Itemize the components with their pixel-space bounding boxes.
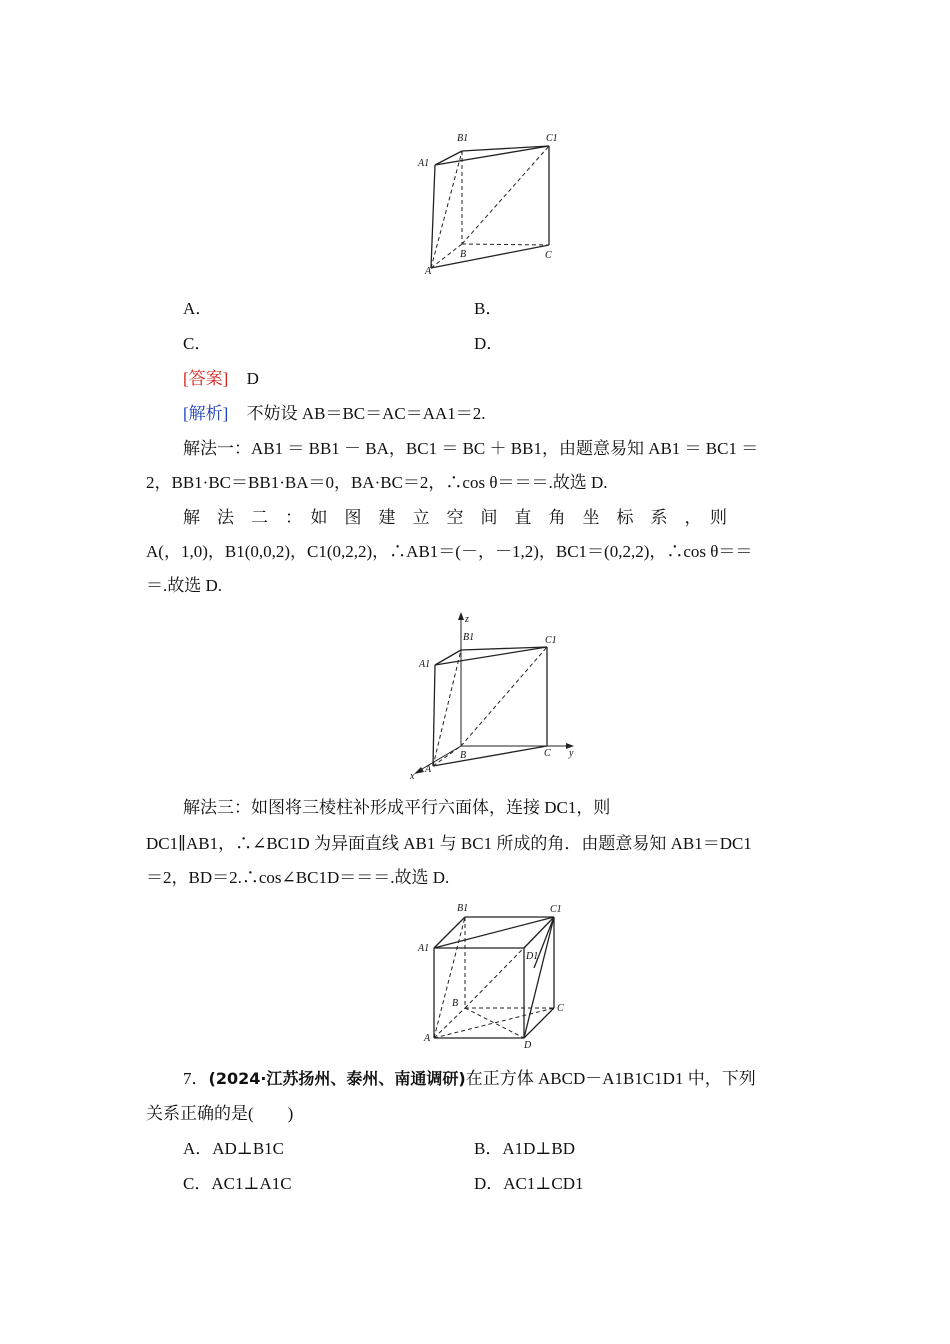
label-D: D bbox=[524, 1040, 532, 1050]
q6-option-c: C． bbox=[183, 334, 212, 353]
q7-option-d: D．AC1⊥CD1 bbox=[474, 1174, 584, 1193]
label-C1: C1 bbox=[550, 904, 562, 915]
answer-tag: [答案] bbox=[183, 369, 229, 388]
label-D1: D1 bbox=[526, 951, 539, 962]
analysis-intro: 不妨设 AB＝BC＝AC＝AA1＝2. bbox=[246, 404, 486, 423]
figure-prism bbox=[415, 128, 565, 280]
q7-number: 7． bbox=[183, 1069, 209, 1088]
method2-line3: ＝.故选 D. bbox=[146, 576, 223, 595]
method3-line1: 解法三：如图将三棱柱补形成平行六面体，连接 DC1，则 bbox=[183, 798, 611, 817]
q7-option-a: A．AD⊥B1C bbox=[183, 1139, 284, 1158]
q7-stem-line1 bbox=[183, 1068, 756, 1090]
method1-line2: 2，BB1·BC＝BB1·BA＝0，BA·BC＝2，∴cos θ＝＝＝.故选 D. bbox=[146, 473, 608, 492]
label-C1: C1 bbox=[546, 133, 558, 144]
figure-parallelepiped bbox=[412, 898, 577, 1050]
label-C: C bbox=[557, 1003, 564, 1014]
method3-line3: ＝2，BD＝2.∴cos∠BC1D＝＝＝.故选 D. bbox=[146, 868, 450, 887]
analysis-line bbox=[183, 403, 486, 425]
q7-stem-text: 在正方体 ABCD－A1B1C1D1 中，下列 bbox=[465, 1069, 756, 1088]
label-A1: A1 bbox=[419, 659, 431, 670]
label-A: A bbox=[424, 1033, 431, 1044]
label-A1: A1 bbox=[418, 943, 430, 954]
q6-option-b: B． bbox=[474, 299, 503, 318]
answer-line bbox=[183, 368, 259, 390]
label-B1: B1 bbox=[463, 632, 475, 643]
label-B: B bbox=[452, 998, 459, 1009]
method3-line2: DC1∥AB1，∴∠BC1D 为异面直线 AB1 与 BC1 所成的角．由题意易知 AB1＝DC1 bbox=[146, 834, 752, 853]
q7-stem-line2: 关系正确的是( ) bbox=[146, 1104, 294, 1123]
q7-source: (2024·江苏扬州、泰州、南通调研) bbox=[208, 1069, 466, 1088]
label-B1: B1 bbox=[457, 133, 469, 144]
q6-option-d: D． bbox=[474, 334, 504, 353]
label-A: A bbox=[425, 266, 432, 277]
analysis-tag: [解析] bbox=[183, 404, 229, 423]
label-y: y bbox=[569, 748, 574, 759]
answer-value: D bbox=[246, 369, 259, 388]
method2-line1: 解 法 二 ： 如 图 建 立 空 间 直 角 坐 标 系 ， 则 bbox=[183, 508, 727, 527]
label-C: C bbox=[545, 250, 552, 261]
label-B: B bbox=[460, 750, 467, 761]
q7-option-c: C．AC1⊥A1C bbox=[183, 1174, 292, 1193]
label-C: C bbox=[544, 748, 551, 759]
label-A1: A1 bbox=[418, 158, 430, 169]
label-x: x bbox=[410, 771, 415, 782]
figure-prism-coordinates bbox=[405, 610, 585, 782]
method1-line1: 解法一：AB1 ＝ BB1 － BA，BC1 ＝ BC ＋ BB1，由题意易知 AB1 ＝ BC1 ＝ bbox=[183, 439, 759, 458]
label-A: A bbox=[425, 764, 432, 775]
label-B: B bbox=[460, 249, 467, 260]
q6-option-a: A． bbox=[183, 299, 213, 318]
label-B1: B1 bbox=[457, 903, 469, 914]
q7-option-b: B．A1D⊥BD bbox=[474, 1139, 575, 1158]
method2-line2: A(，1,0)，B1(0,0,2)，C1(0,2,2)，∴AB1＝(－，－1,2)，BC1＝(0,2,2)，∴cos θ＝＝ bbox=[146, 542, 753, 561]
label-z: z bbox=[465, 614, 469, 625]
label-C1: C1 bbox=[545, 635, 557, 646]
